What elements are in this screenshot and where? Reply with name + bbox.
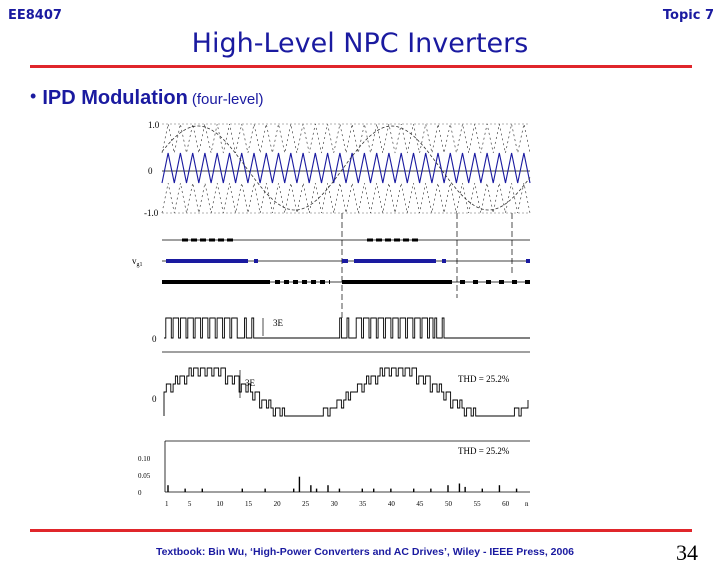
spectrum-x-tick: 5: [187, 500, 192, 508]
carrier-wave-3: [162, 183, 530, 213]
carrier-tick-top: 1.0: [148, 120, 160, 130]
slide-title: High-Level NPC Inverters: [191, 28, 529, 59]
carrier-tick-mid: 0: [148, 166, 153, 176]
spectrum-y-ticks: [138, 455, 151, 497]
modulating-wave: [162, 126, 530, 210]
line-voltage-panel: [152, 368, 528, 416]
spectrum-x-tick: 1: [165, 500, 169, 508]
spectrum-x-tick: 25: [302, 500, 310, 508]
carrier-panel: [144, 120, 530, 218]
title-divider: [30, 65, 692, 68]
phase-voltage-panel: [152, 318, 530, 352]
line-voltage-zero: 0: [152, 394, 157, 404]
ipd-modulation-figure: [130, 116, 540, 511]
footer-divider: [30, 529, 692, 532]
carrier-wave-1: [162, 124, 530, 153]
course-code: EE8407: [8, 8, 62, 23]
textbook-citation: Textbook: Bin Wu, ‘High-Power Converters and AC Drives’, Wiley - IEEE Press, 2006: [155, 546, 575, 558]
spectrum-y-tick: 0: [138, 489, 142, 497]
bullet-point: [30, 86, 264, 110]
spectrum-x-tick: 15: [245, 500, 252, 508]
line-voltage-thd: THD = 25.2%: [458, 374, 510, 384]
phase-voltage-3e-label: 3E: [273, 318, 283, 328]
spectrum-x-tick: 50: [445, 500, 452, 508]
spectrum-thd: THD = 25.2%: [458, 446, 510, 456]
spectrum-y-tick: 0.10: [138, 455, 151, 463]
gate-signal-label: $v_{g1}$: [132, 256, 143, 268]
topic-label: Topic 7: [662, 8, 714, 23]
phase-voltage-wave: [164, 318, 530, 338]
spectrum-x-tick: 40: [387, 500, 395, 508]
spectrum-x-tick: 60: [502, 500, 510, 508]
carrier-waves: [162, 124, 530, 213]
guide-lines: [342, 213, 512, 321]
spectrum-panel: [138, 441, 530, 508]
spectrum-y-tick: 0.05: [138, 472, 151, 480]
spectrum-x-ticks: [165, 500, 529, 508]
spectrum-x-tick: 20: [273, 500, 281, 508]
spectrum-x-tick: 55: [473, 500, 481, 508]
phase-voltage-zero: 0: [152, 334, 157, 344]
bullet-sub-text: (four-level): [191, 91, 264, 108]
spectrum-x-tick: n: [525, 500, 529, 508]
carrier-wave-2: [162, 153, 530, 183]
line-voltage-3e-label: 3E: [245, 378, 255, 388]
carrier-tick-bot: -1.0: [144, 208, 159, 218]
spectrum-bars: [168, 477, 517, 492]
spectrum-x-tick: 10: [216, 500, 224, 508]
bullet-main-text: IPD Modulation: [42, 87, 188, 109]
page-number: 34: [676, 540, 698, 565]
bullet-icon: •: [30, 86, 37, 106]
spectrum-x-tick: 30: [330, 500, 338, 508]
gate-signal-panel: [132, 240, 530, 282]
spectrum-x-tick: 45: [416, 500, 424, 508]
spectrum-x-tick: 35: [359, 500, 367, 508]
